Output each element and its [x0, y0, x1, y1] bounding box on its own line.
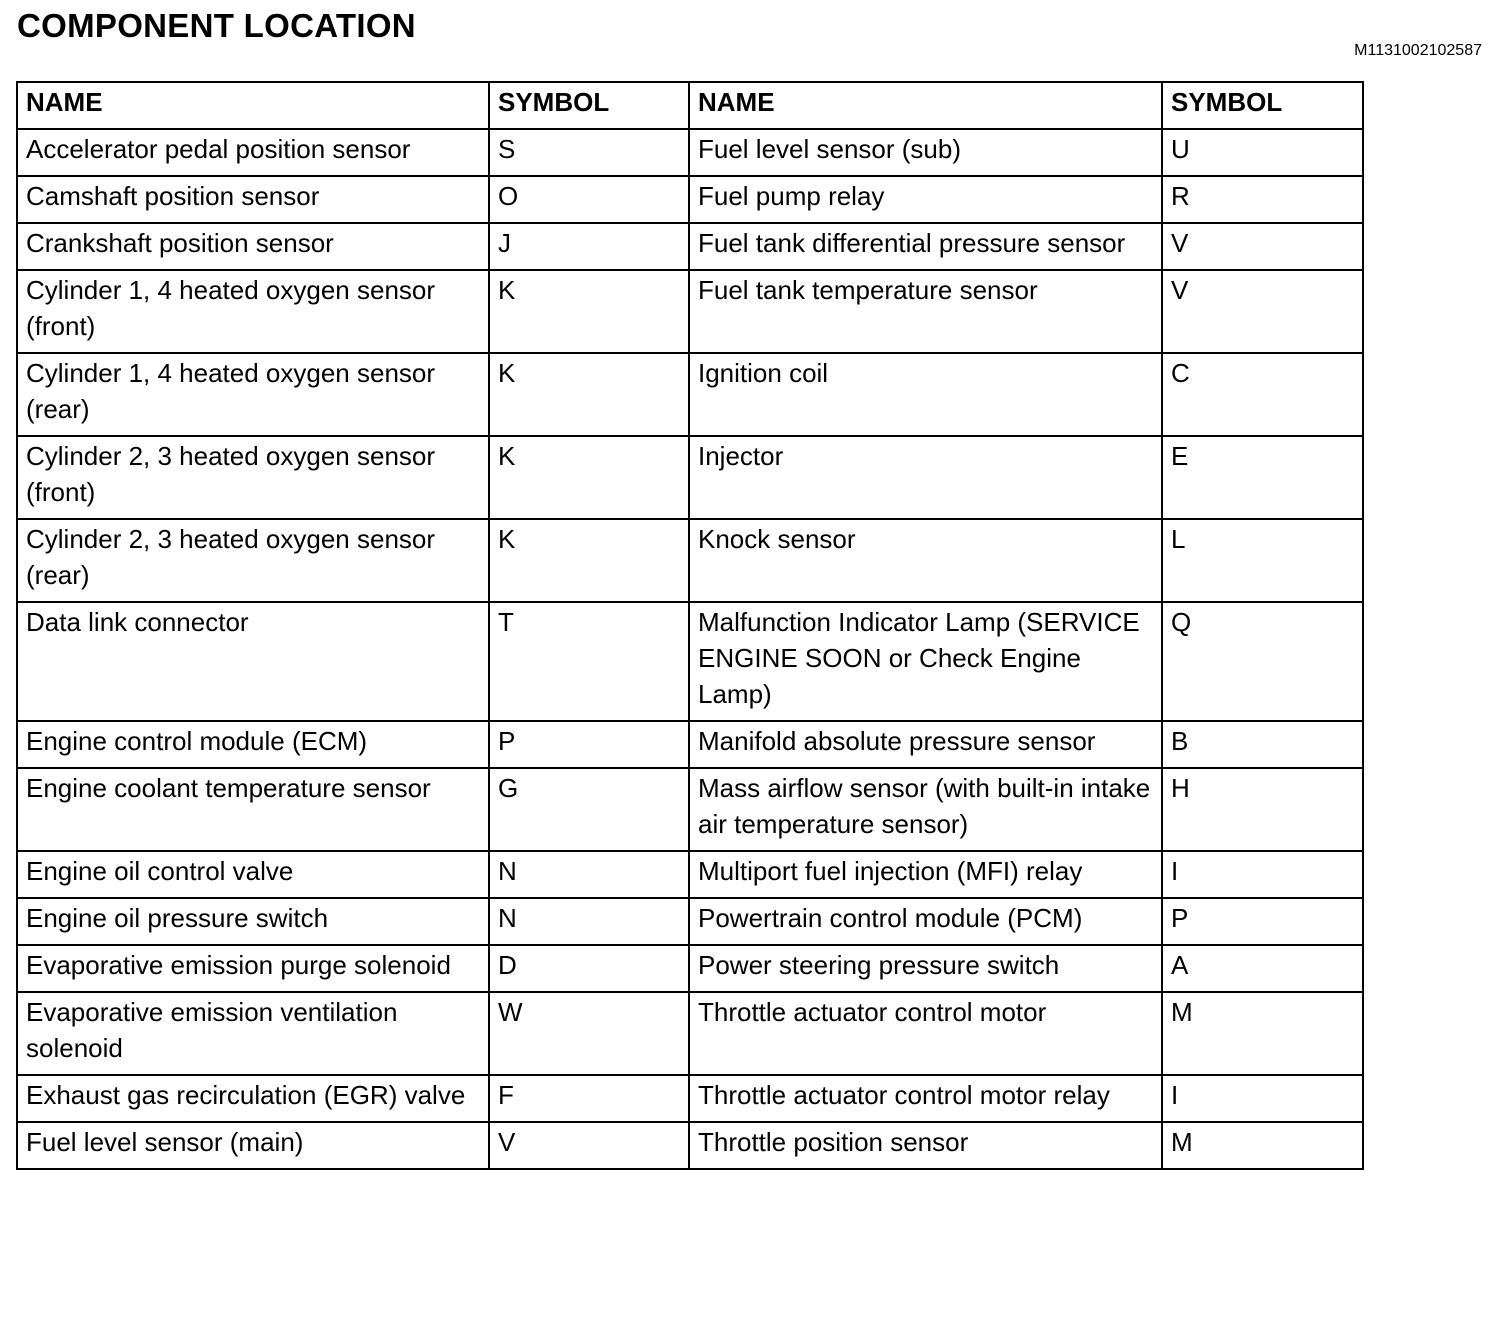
- component-symbol-left: P: [489, 721, 689, 768]
- component-symbol-left: G: [489, 768, 689, 851]
- table-row: [17, 768, 1363, 851]
- component-symbol-left: J: [489, 223, 689, 270]
- component-name-right: Throttle actuator control motor relay: [689, 1075, 1162, 1122]
- component-name-right: Manifold absolute pressure sensor: [689, 721, 1162, 768]
- component-symbol-left: K: [489, 519, 689, 602]
- table-row: [17, 898, 1363, 945]
- component-symbol-right: L: [1162, 519, 1363, 602]
- component-symbol-left: T: [489, 602, 689, 721]
- component-name-left: Evaporative emission purge solenoid: [17, 945, 489, 992]
- component-name-right: Malfunction Indicator Lamp (SERVICE ENGINE SOON or Check Engine Lamp): [689, 602, 1162, 721]
- table-header-row: [17, 82, 1363, 129]
- component-name-left: Data link connector: [17, 602, 489, 721]
- table-body: [17, 129, 1363, 1169]
- component-symbol-right: B: [1162, 721, 1363, 768]
- table-row: [17, 992, 1363, 1075]
- component-name-left: Engine coolant temperature sensor: [17, 768, 489, 851]
- component-symbol-left: N: [489, 898, 689, 945]
- component-name-left: Cylinder 2, 3 heated oxygen sensor (rear): [17, 519, 489, 602]
- table-row: [17, 945, 1363, 992]
- component-name-right: Injector: [689, 436, 1162, 519]
- component-name-left: Evaporative emission ventilation solenoid: [17, 992, 489, 1075]
- component-symbol-right: C: [1162, 353, 1363, 436]
- component-symbol-right: R: [1162, 176, 1363, 223]
- component-name-right: Knock sensor: [689, 519, 1162, 602]
- column-header-name-right: NAME: [689, 82, 1162, 129]
- component-name-right: Mass airflow sensor (with built-in intake air temperature sensor): [689, 768, 1162, 851]
- component-symbol-right: Q: [1162, 602, 1363, 721]
- component-symbol-left: V: [489, 1122, 689, 1169]
- component-name-left: Camshaft position sensor: [17, 176, 489, 223]
- component-symbol-left: K: [489, 270, 689, 353]
- component-symbol-right: V: [1162, 270, 1363, 353]
- component-symbol-right: U: [1162, 129, 1363, 176]
- component-symbol-left: K: [489, 353, 689, 436]
- column-header-symbol-right: SYMBOL: [1162, 82, 1363, 129]
- component-name-right: Fuel tank differential pressure sensor: [689, 223, 1162, 270]
- component-symbol-left: O: [489, 176, 689, 223]
- table-row: [17, 270, 1363, 353]
- component-name-right: Fuel pump relay: [689, 176, 1162, 223]
- component-name-left: Exhaust gas recirculation (EGR) valve: [17, 1075, 489, 1122]
- component-symbol-right: M: [1162, 1122, 1363, 1169]
- component-symbol-right: A: [1162, 945, 1363, 992]
- document-id: M1131002102587: [1354, 42, 1482, 59]
- component-symbol-right: I: [1162, 851, 1363, 898]
- component-name-left: Cylinder 1, 4 heated oxygen sensor (front): [17, 270, 489, 353]
- component-symbol-right: I: [1162, 1075, 1363, 1122]
- table-row: [17, 1122, 1363, 1169]
- component-name-left: Cylinder 1, 4 heated oxygen sensor (rear): [17, 353, 489, 436]
- component-name-right: Powertrain control module (PCM): [689, 898, 1162, 945]
- component-name-left: Fuel level sensor (main): [17, 1122, 489, 1169]
- component-name-left: Engine oil control valve: [17, 851, 489, 898]
- component-symbol-left: N: [489, 851, 689, 898]
- table-row: [17, 602, 1363, 721]
- component-symbol-left: K: [489, 436, 689, 519]
- component-name-left: Cylinder 2, 3 heated oxygen sensor (front): [17, 436, 489, 519]
- component-name-right: Fuel level sensor (sub): [689, 129, 1162, 176]
- column-header-name-left: NAME: [17, 82, 489, 129]
- component-location-table: [16, 81, 1364, 1170]
- table-row: [17, 176, 1363, 223]
- page-title: COMPONENT LOCATION: [17, 7, 416, 44]
- component-symbol-left: S: [489, 129, 689, 176]
- component-name-left: Engine oil pressure switch: [17, 898, 489, 945]
- table-row: [17, 851, 1363, 898]
- table-row: [17, 1075, 1363, 1122]
- component-name-left: Engine control module (ECM): [17, 721, 489, 768]
- table-row: [17, 519, 1363, 602]
- component-symbol-left: W: [489, 992, 689, 1075]
- component-name-right: Multiport fuel injection (MFI) relay: [689, 851, 1162, 898]
- component-name-right: Fuel tank temperature sensor: [689, 270, 1162, 353]
- component-symbol-right: M: [1162, 992, 1363, 1075]
- component-name-right: Power steering pressure switch: [689, 945, 1162, 992]
- component-symbol-left: F: [489, 1075, 689, 1122]
- column-header-symbol-left: SYMBOL: [489, 82, 689, 129]
- component-name-left: Crankshaft position sensor: [17, 223, 489, 270]
- table-row: [17, 129, 1363, 176]
- component-name-right: Throttle position sensor: [689, 1122, 1162, 1169]
- table-row: [17, 721, 1363, 768]
- table-row: [17, 223, 1363, 270]
- table-row: [17, 353, 1363, 436]
- table-row: [17, 436, 1363, 519]
- component-symbol-right: V: [1162, 223, 1363, 270]
- component-name-left: Accelerator pedal position sensor: [17, 129, 489, 176]
- component-symbol-right: P: [1162, 898, 1363, 945]
- component-symbol-left: D: [489, 945, 689, 992]
- component-symbol-right: E: [1162, 436, 1363, 519]
- component-name-right: Throttle actuator control motor: [689, 992, 1162, 1075]
- component-symbol-right: H: [1162, 768, 1363, 851]
- component-name-right: Ignition coil: [689, 353, 1162, 436]
